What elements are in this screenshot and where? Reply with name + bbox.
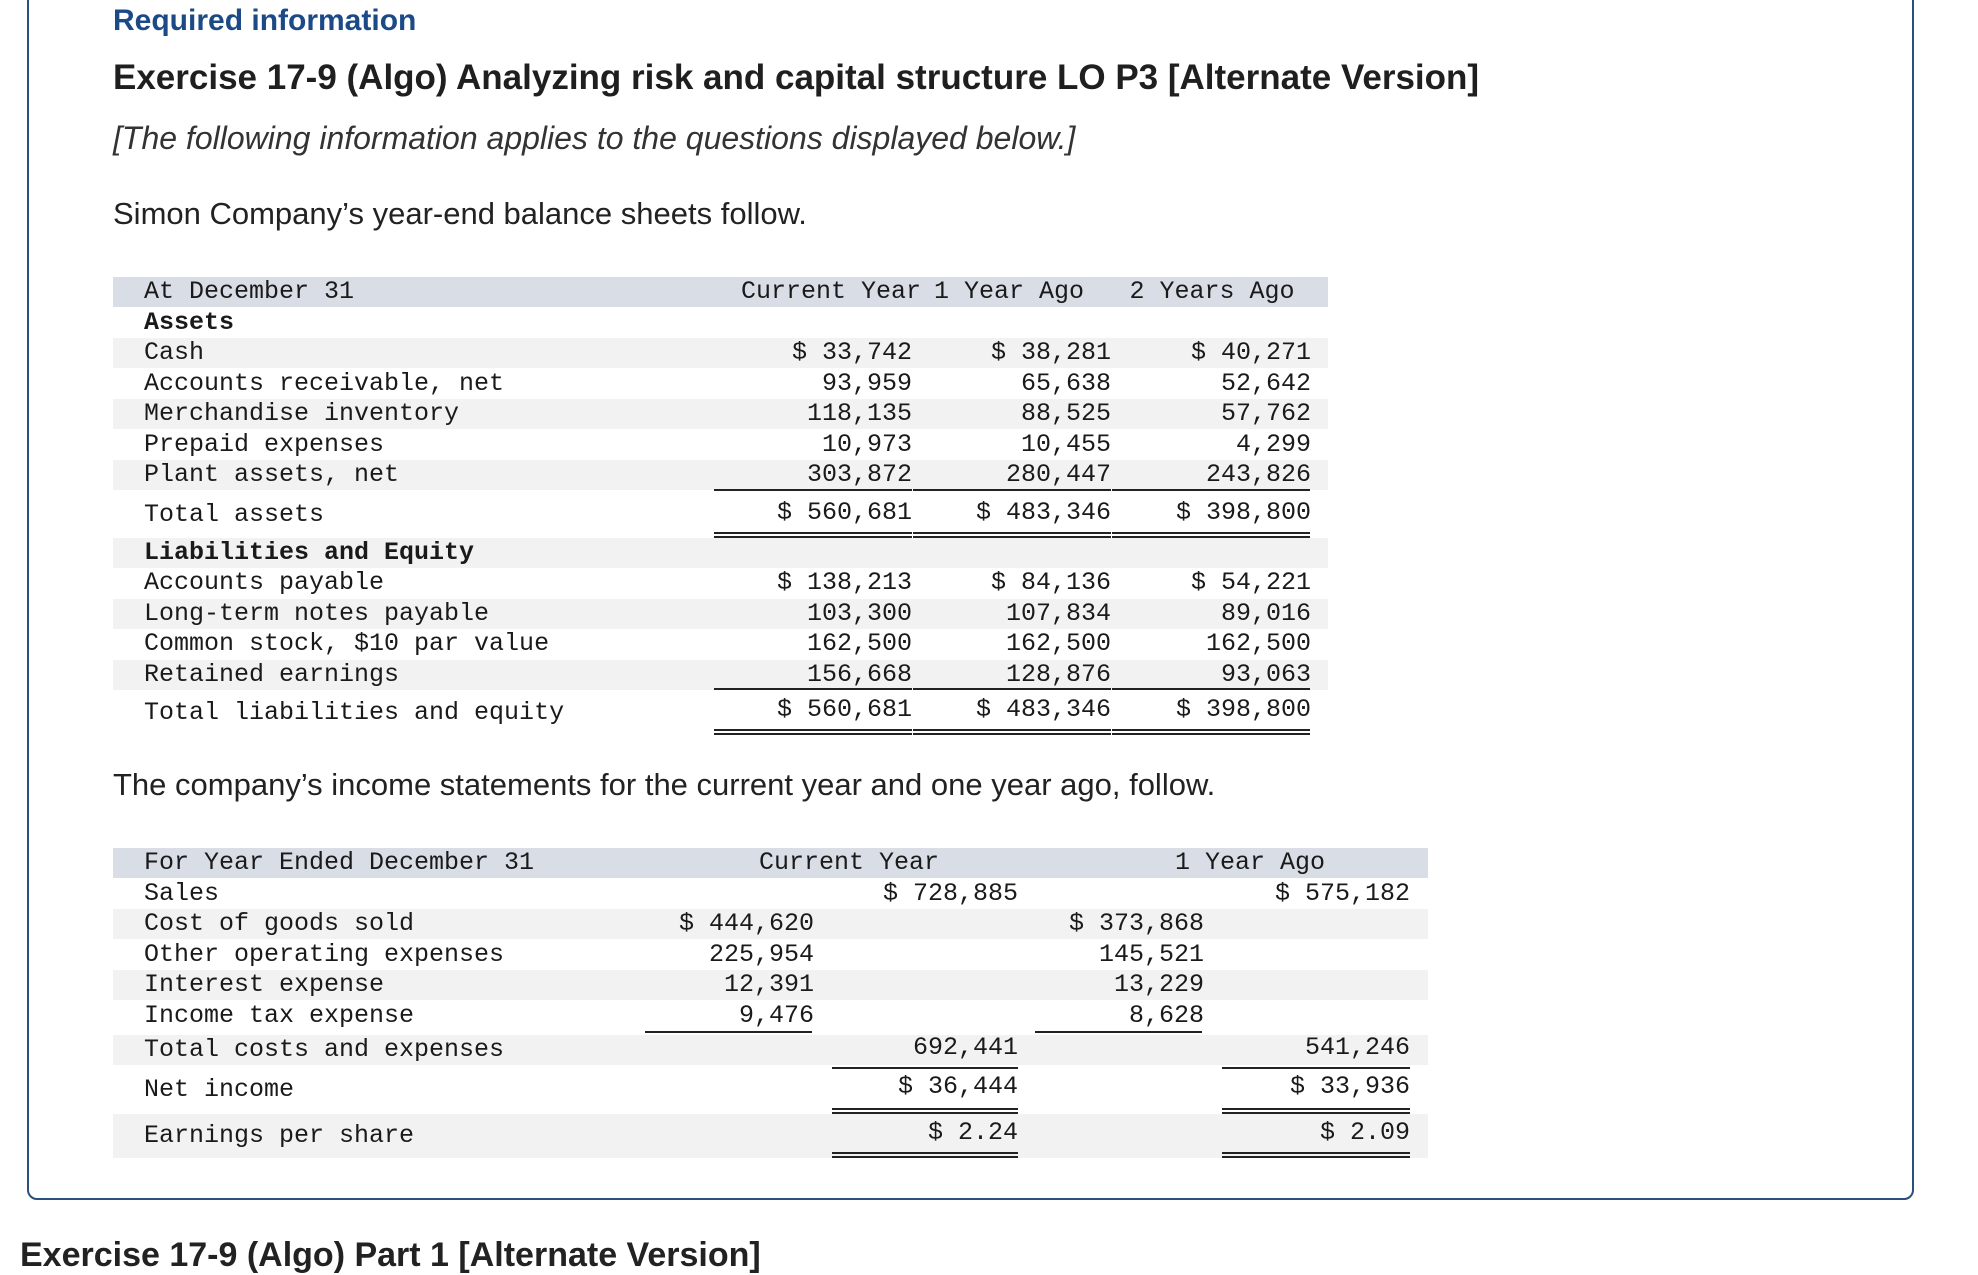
total-assets-value: $ 560,681	[776, 498, 912, 527]
total-double-line	[714, 729, 912, 735]
expense-prior: 145,521	[1098, 939, 1204, 969]
sales-prior: $ 575,182	[1274, 879, 1410, 908]
liabilities-heading: Liabilities and Equity	[144, 538, 475, 567]
row-label: Common stock, $10 par value	[144, 629, 550, 658]
expense-current: 12,391	[723, 970, 814, 999]
row-value: $ 84,136	[990, 568, 1111, 597]
total-costs-prior: 541,246	[1304, 1033, 1410, 1062]
eps-prior: $ 2.09	[1319, 1118, 1410, 1147]
total-costs-label: Total costs and expenses	[144, 1035, 505, 1064]
row-label: Accounts receivable, net	[144, 368, 505, 398]
required-information-heading: Required information	[113, 4, 417, 37]
row-value: 52,642	[1220, 368, 1311, 398]
col-header-2: 2 Years Ago	[1129, 277, 1295, 306]
subtotal-line	[1112, 489, 1310, 491]
net-income-label: Net income	[144, 1075, 295, 1104]
expense-current: 225,954	[708, 939, 814, 969]
expense-prior: $ 373,868	[1068, 909, 1204, 938]
total-assets-label: Total assets	[144, 500, 325, 529]
row-label: Interest expense	[144, 970, 385, 999]
sales-label: Sales	[144, 879, 220, 908]
expense-current: $ 444,620	[678, 909, 814, 938]
total-double-line	[1222, 1152, 1410, 1158]
net-income-prior: $ 33,936	[1289, 1072, 1410, 1101]
balance-sheet-intro: Simon Company’s year-end balance sheets follow.	[113, 196, 807, 231]
row-value: 10,455	[1020, 429, 1111, 459]
net-income-current: $ 36,444	[897, 1072, 1018, 1101]
row-label: Income tax expense	[144, 1000, 415, 1030]
expense-current: 9,476	[738, 1000, 814, 1030]
row-label: Long-term notes payable	[144, 598, 490, 628]
row-label: Cash	[144, 338, 205, 367]
total-costs-current: 692,441	[912, 1033, 1018, 1062]
row-label: Cost of goods sold	[144, 909, 415, 938]
next-section-heading: Exercise 17-9 (Algo) Part 1 [Alternate Version]	[20, 1236, 761, 1274]
col-header-1: 1 Year Ago	[1174, 848, 1326, 877]
assets-heading: Assets	[144, 308, 235, 337]
col-header-1: 1 Year Ago	[933, 277, 1085, 306]
row-value: $ 33,742	[791, 338, 912, 367]
subtotal-line	[1112, 688, 1310, 690]
row-value: 162,500	[1205, 629, 1311, 658]
row-label: Accounts payable	[144, 568, 385, 597]
row-value: 280,447	[1005, 460, 1111, 489]
total-liabilities-value: $ 483,346	[975, 695, 1111, 724]
row-value: 89,016	[1220, 598, 1311, 628]
row-label: Other operating expenses	[144, 939, 505, 969]
row-value: 65,638	[1020, 368, 1111, 398]
row-value: 156,668	[806, 659, 912, 689]
subtotal-line	[913, 489, 1111, 491]
eps-label: Earnings per share	[144, 1121, 415, 1150]
total-double-line	[832, 1152, 1018, 1158]
subtotal-line	[913, 688, 1111, 690]
row-value: 303,872	[806, 460, 912, 489]
total-assets-value: $ 398,800	[1175, 498, 1311, 527]
subtotal-line	[1222, 1067, 1410, 1069]
row-value: 243,826	[1205, 460, 1311, 489]
row-value: 88,525	[1020, 399, 1111, 428]
subtotal-line	[714, 688, 912, 690]
eps-current: $ 2.24	[927, 1118, 1018, 1147]
total-liabilities-value: $ 398,800	[1175, 695, 1311, 724]
sales-current: $ 728,885	[882, 879, 1018, 908]
row-label: Plant assets, net	[144, 460, 400, 489]
col-header-0: Current Year	[758, 848, 940, 877]
total-double-line	[913, 729, 1111, 735]
total-double-line	[1112, 729, 1310, 735]
subtotal-line	[714, 489, 912, 491]
row-value: $ 40,271	[1190, 338, 1311, 367]
subtotal-line	[645, 1031, 812, 1033]
col-header-0: Current Year	[740, 277, 922, 306]
row-label: Merchandise inventory	[144, 399, 460, 428]
total-liabilities-value: $ 560,681	[776, 695, 912, 724]
row-value: $ 54,221	[1190, 568, 1311, 597]
row-value: 4,299	[1235, 429, 1311, 459]
income-statement-intro: The company’s income statements for the current year and one year ago, follow.	[113, 767, 1216, 802]
row-label: Prepaid expenses	[144, 429, 385, 459]
subtotal-line	[832, 1067, 1018, 1069]
total-liabilities-label: Total liabilities and equity	[144, 698, 565, 727]
row-value: 93,959	[821, 368, 912, 398]
exercise-title: Exercise 17-9 (Algo) Analyzing risk and capital structure LO P3 [Alternate Version]	[113, 58, 1480, 97]
row-value: 57,762	[1220, 399, 1311, 428]
col-header-label: At December 31	[144, 277, 355, 306]
expense-prior: 13,229	[1113, 970, 1204, 999]
col-header-label: For Year Ended December 31	[144, 848, 535, 877]
row-value: 93,063	[1220, 659, 1311, 689]
row-value: 118,135	[806, 399, 912, 428]
row-value: 107,834	[1005, 598, 1111, 628]
row-value: 103,300	[806, 598, 912, 628]
row-value: $ 138,213	[776, 568, 912, 597]
row-value: 128,876	[1005, 659, 1111, 689]
expense-prior: 8,628	[1128, 1000, 1204, 1030]
row-value: 162,500	[1005, 629, 1111, 658]
applies-note: [The following information applies to the questions displayed below.]	[113, 120, 1076, 156]
row-value: $ 38,281	[990, 338, 1111, 367]
row-label: Retained earnings	[144, 659, 400, 689]
row-value: 162,500	[806, 629, 912, 658]
subtotal-line	[1035, 1031, 1202, 1033]
total-assets-value: $ 483,346	[975, 498, 1111, 527]
row-value: 10,973	[821, 429, 912, 459]
